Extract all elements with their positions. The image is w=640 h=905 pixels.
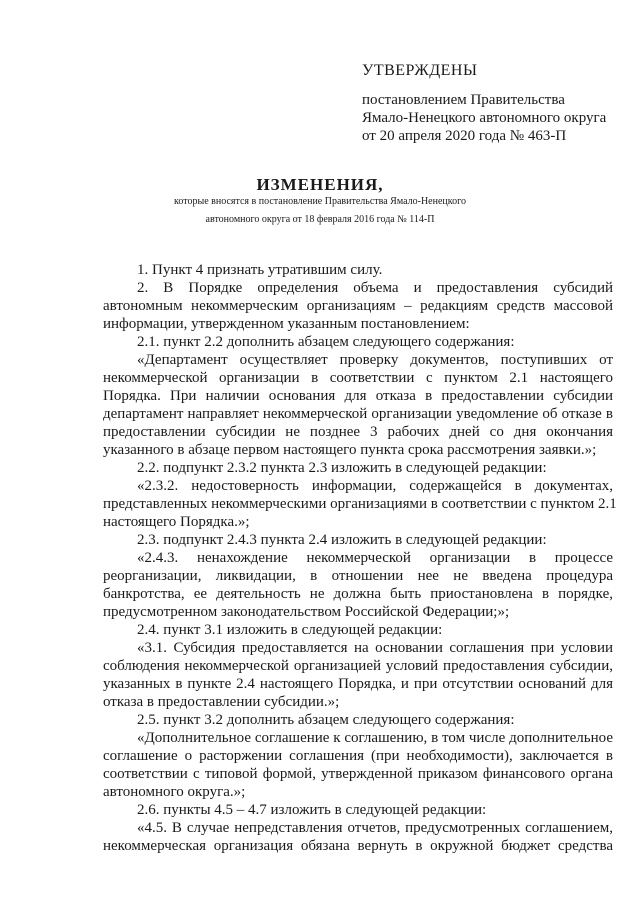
body-line: соблюдения некоммерческой организацией условий предоставления субсидии, (103, 658, 613, 674)
approval-title: УТВЕРЖДЕНЫ (362, 62, 478, 79)
body-line: «4.5. В случае непредставления отчетов, предусмотренных соглашением, (137, 820, 613, 836)
body-line: 2.2. подпункт 2.3.2 пункта 2.3 изложить в следующей редакции: (137, 460, 547, 476)
body-line: автономным некоммерческим организациям – редакциям средств массовой (103, 298, 613, 314)
body-line: предоставлении субсидии не позднее 3 рабочих дней со дня окончания (103, 424, 613, 440)
document-subtitle-line: автономного округа от 18 февраля 2016 года № 114-П (205, 214, 435, 225)
body-line: соответствии с типовой формой, утвержденной приказом финансового органа (103, 766, 613, 782)
body-line: «2.3.2. недостоверность информации, содержащейся в документах, (137, 478, 613, 494)
body-line: информации, утвержденном указанным постановлением: (103, 316, 470, 332)
approval-line: постановлением Правительства (362, 92, 565, 108)
body-line: 2.1. пункт 2.2 дополнить абзацем следующего содержания: (137, 334, 515, 350)
body-line: «Дополнительное соглашение к соглашению, в том числе дополнительное (137, 730, 613, 746)
body-line: 2.5. пункт 3.2 дополнить абзацем следующего содержания: (137, 712, 515, 728)
body-line: 2.3. подпункт 2.4.3 пункта 2.4 изложить в следующей редакции: (137, 532, 547, 548)
body-line: Порядка. При наличии основания для отказа в предоставлении субсидии (103, 388, 613, 404)
approval-line: Ямало-Ненецкого автономного округа (362, 110, 607, 126)
body-line: департамент направляет некоммерческой организации уведомление об отказе в (103, 406, 613, 422)
body-line: указанных в пункте 2.4 настоящего Порядка, и при отсутствии оснований для (103, 676, 613, 692)
body-line: некоммерческой организации в соответствии с пунктом 2.1 настоящего (103, 370, 613, 386)
body-line: 2.4. пункт 3.1 изложить в следующей редакции: (137, 622, 443, 638)
body-line: банкротства, ее деятельность не должна быть приостановлена в порядке, (103, 586, 613, 602)
body-line: «3.1. Субсидия предоставляется на основании соглашения при условии (137, 640, 613, 656)
body-line: 2. В Порядке определения объема и предоставления субсидий (137, 280, 613, 296)
approval-line: от 20 апреля 2020 года № 463-П (362, 128, 567, 144)
body-line: соглашение о расторжении соглашения (при необходимости), заключается в (103, 748, 613, 764)
body-line: реорганизации, ликвидации, в отношении нее не введена процедура (103, 568, 613, 584)
body-line: настоящего Порядка.»; (103, 514, 250, 530)
body-line: отказа в предоставлении субсидии.»; (103, 694, 340, 710)
document-subtitle-line: которые вносятся в постановление Правительства Ямало-Ненецкого (174, 196, 466, 207)
body-line: предусмотренном законодательством Российской Федерации;»; (103, 604, 510, 620)
document-title: ИЗМЕНЕНИЯ, (256, 175, 384, 194)
body-line: 1. Пункт 4 признать утратившим силу. (137, 262, 383, 278)
body-line: «2.4.3. ненахождение некоммерческой организации в процессе (137, 550, 613, 566)
body-line: представленных некоммерческими организациями в соответствии с пунктом 2.1 (103, 496, 617, 512)
body-line: «Департамент осуществляет проверку документов, поступивших от (137, 352, 613, 368)
body-line: автономного округа.»; (103, 784, 246, 800)
body-line: указанного в абзаце первом настоящего пункта срока рассмотрения заявки.»; (103, 442, 597, 458)
body-line: некоммерческая организация обязана вернуть в окружной бюджет средства (103, 838, 613, 854)
body-line: 2.6. пункты 4.5 – 4.7 изложить в следующей редакции: (137, 802, 487, 818)
